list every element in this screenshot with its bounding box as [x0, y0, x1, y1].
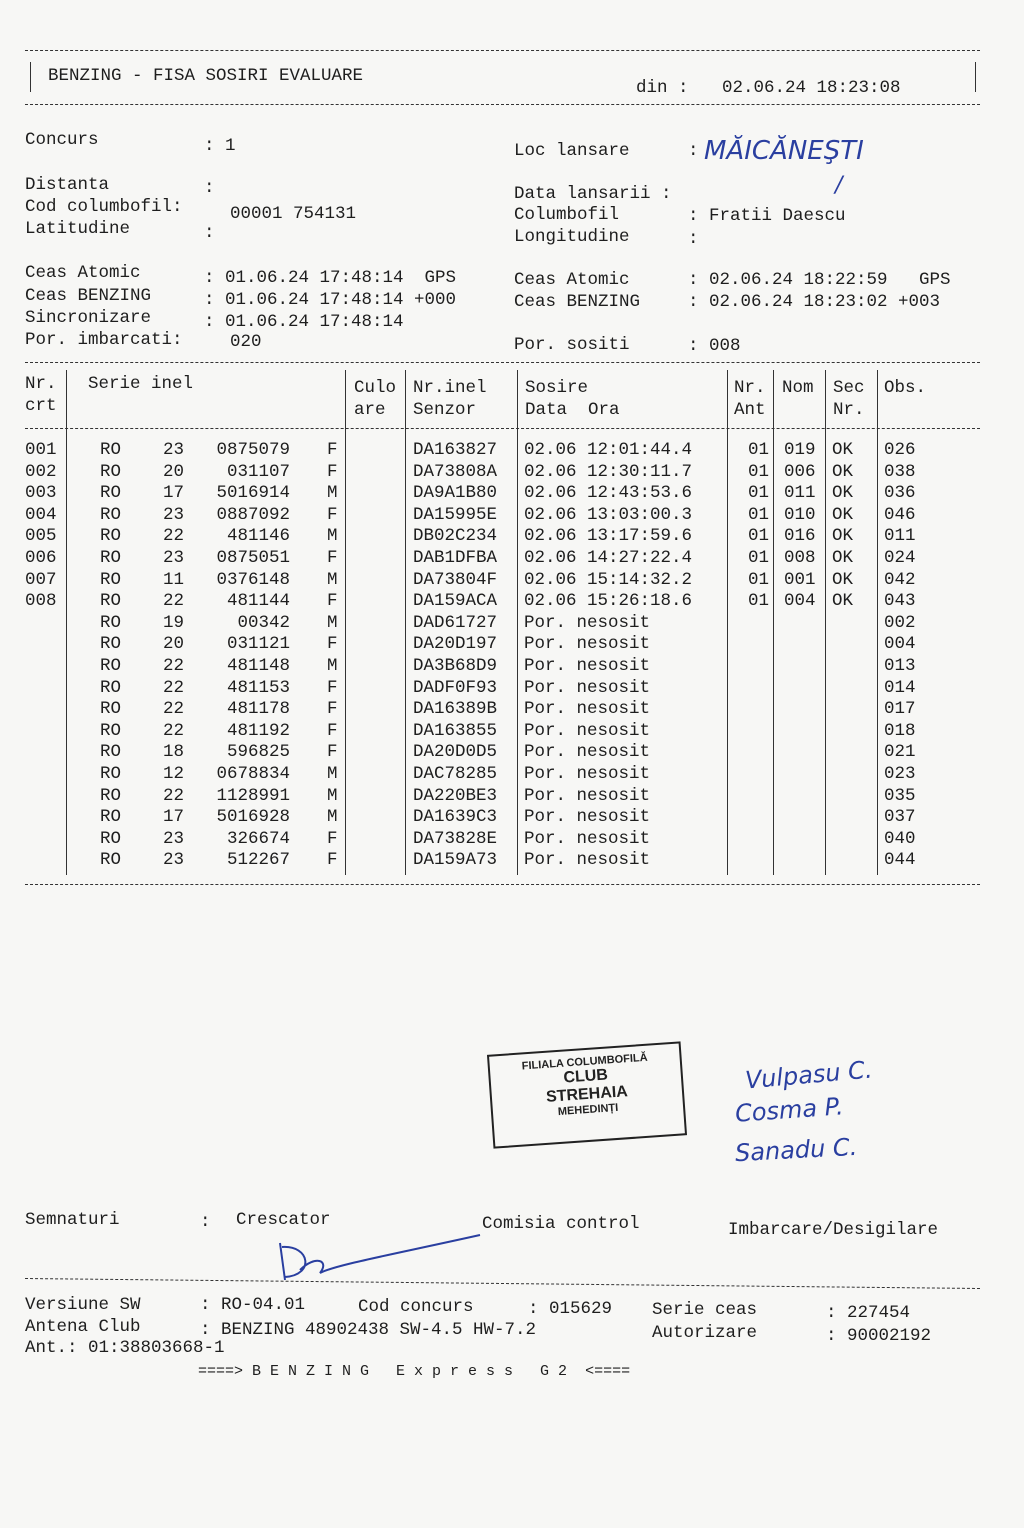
- sensor-id: DA9A1B80: [413, 483, 498, 504]
- loc-handwritten: MĂICĂNEŞTI: [704, 136, 864, 166]
- sex: F: [327, 504, 338, 525]
- arrival-time: 02.06 13:03:00.3: [524, 504, 693, 525]
- obs-value: 014: [884, 677, 916, 698]
- obs-value: 011: [884, 526, 916, 547]
- antenna: 01: [748, 483, 770, 504]
- obs-value: 013: [884, 656, 916, 676]
- sex: F: [327, 720, 338, 741]
- sex: M: [327, 483, 338, 504]
- security-status: OK: [832, 440, 854, 460]
- sensor-id: DA73828E: [413, 828, 498, 849]
- obs-value: 042: [884, 569, 916, 590]
- nom-number: 001: [784, 569, 816, 590]
- loc-label: Loc lansare: [514, 141, 630, 161]
- nom-number: 010: [784, 504, 816, 525]
- cod-concurs-label: Cod concurs: [358, 1297, 474, 1317]
- nom-number: 019: [784, 440, 816, 460]
- imbarcati-value: 020: [230, 332, 262, 352]
- ceas-benzing2-value: : 02.06.24 18:23:02 +003: [688, 292, 941, 312]
- ring-number: 0376148: [216, 569, 290, 590]
- ring-number: 481178: [226, 699, 290, 720]
- row-number: 006: [25, 548, 57, 568]
- obs-value: 037: [884, 807, 916, 828]
- nom-number: 004: [784, 591, 816, 612]
- sex: F: [327, 828, 338, 849]
- country-code: RO: [100, 807, 122, 828]
- obs-value: 044: [884, 850, 916, 871]
- antenna: 01: [748, 591, 770, 612]
- country-code: RO: [100, 656, 122, 676]
- ring-year: 22: [163, 677, 185, 698]
- sex: F: [327, 591, 338, 612]
- th-culoare2: are: [354, 400, 386, 420]
- arrival-time: Por. nesosit: [524, 828, 651, 849]
- country-code: RO: [100, 591, 122, 612]
- ring-year: 22: [163, 591, 185, 612]
- ceas-benzing2-label: Ceas BENZING: [514, 292, 641, 312]
- column-divider: [727, 370, 728, 875]
- th-obs: Obs.: [884, 378, 927, 398]
- sensor-id: DADF0F93: [413, 677, 498, 698]
- sex: F: [327, 440, 338, 460]
- signatures-sep: :: [200, 1212, 211, 1232]
- arrival-time: Por. nesosit: [524, 807, 651, 828]
- arrival-time: 02.06 13:17:59.6: [524, 526, 693, 547]
- antena-id: Ant.: 01:38803668-1: [25, 1338, 225, 1358]
- column-divider: [825, 370, 826, 875]
- longitudine-value: :: [688, 229, 699, 249]
- country-code: RO: [100, 483, 122, 504]
- divider: [30, 62, 31, 92]
- row-number: 001: [25, 440, 57, 460]
- row-number: 002: [25, 461, 57, 482]
- loc-sep: :: [688, 141, 699, 161]
- ring-number: 0875051: [216, 548, 290, 568]
- divider: [25, 884, 980, 885]
- column-divider: [517, 370, 518, 875]
- cod-columbofil-value: 00001 754131: [230, 204, 357, 224]
- serie-ceas-value: : 227454: [826, 1303, 911, 1323]
- ring-number: 481144: [226, 591, 290, 612]
- ring-number: 031107: [226, 461, 290, 482]
- arrival-time: Por. nesosit: [524, 612, 651, 633]
- sincronizare-value: : 01.06.24 17:48:14: [204, 312, 404, 332]
- antenna: 01: [748, 461, 770, 482]
- ring-number: 481153: [226, 677, 290, 698]
- sensor-id: DA20D0D5: [413, 742, 498, 763]
- arrival-time: Por. nesosit: [524, 677, 651, 698]
- sensor-id: DA16389B: [413, 699, 498, 720]
- ring-number: 481146: [226, 526, 290, 547]
- crescator-label: Crescator: [236, 1210, 331, 1230]
- th-culoare: Culo: [354, 378, 397, 398]
- arrival-time: Por. nesosit: [524, 634, 651, 655]
- ring-year: 22: [163, 656, 185, 676]
- sex: F: [327, 850, 338, 871]
- versiune-label: Versiune SW: [25, 1295, 141, 1315]
- th-nr: Nr.: [25, 374, 57, 394]
- country-code: RO: [100, 504, 122, 525]
- th-sec: Sec: [833, 378, 865, 398]
- country-code: RO: [100, 440, 122, 460]
- nom-number: 006: [784, 461, 816, 482]
- ring-number: 481148: [226, 656, 290, 676]
- stamp-line2: CLUB: [562, 1066, 609, 1087]
- signatures-label: Semnaturi: [25, 1210, 120, 1230]
- comisia-label: Comisia control: [482, 1214, 640, 1234]
- ring-year: 23: [163, 440, 185, 460]
- security-status: OK: [832, 591, 854, 612]
- serie-ceas-label: Serie ceas: [652, 1300, 758, 1320]
- distanta-label: Distanta: [25, 175, 110, 195]
- divider: [25, 104, 980, 105]
- crescator-signature: [240, 1225, 490, 1295]
- obs-value: 024: [884, 548, 916, 568]
- security-status: OK: [832, 483, 854, 504]
- row-number: 008: [25, 591, 57, 612]
- sensor-id: DA1639C3: [413, 807, 498, 828]
- th-serie-inel: Serie inel: [88, 374, 194, 394]
- antenna: 01: [748, 548, 770, 568]
- sex: F: [327, 699, 338, 720]
- th-nr-inel: Nr.inel: [413, 378, 487, 398]
- sex: F: [327, 634, 338, 655]
- commission-signature-3: Sanadu C.: [734, 1132, 858, 1168]
- column-divider: [405, 370, 406, 875]
- divider: [975, 62, 976, 92]
- sensor-id: DAD61727: [413, 612, 498, 633]
- country-code: RO: [100, 634, 122, 655]
- country-code: RO: [100, 569, 122, 590]
- th-nr-ant: Nr.: [734, 378, 766, 398]
- country-code: RO: [100, 828, 122, 849]
- ring-year: 17: [163, 483, 185, 504]
- ring-year: 17: [163, 807, 185, 828]
- sensor-id: DA163827: [413, 440, 498, 460]
- ring-number: 5016928: [216, 807, 290, 828]
- arrival-time: Por. nesosit: [524, 785, 651, 806]
- obs-value: 040: [884, 828, 916, 849]
- arrival-time: 02.06 15:26:18.6: [524, 591, 693, 612]
- sex: M: [327, 526, 338, 547]
- th-sec-nr: Nr.: [833, 400, 865, 420]
- country-code: RO: [100, 742, 122, 763]
- ring-year: 18: [163, 742, 185, 763]
- antena-value: : BENZING 48902438 SW-4.5 HW-7.2: [200, 1320, 537, 1340]
- ring-number: 326674: [226, 828, 290, 849]
- arrival-time: Por. nesosit: [524, 656, 651, 676]
- obs-value: 035: [884, 785, 916, 806]
- sensor-id: DA159ACA: [413, 591, 498, 612]
- autorizare-value: : 90002192: [826, 1326, 932, 1346]
- stamp-line3: STREHAIA: [545, 1083, 629, 1106]
- sensor-id: DA163855: [413, 720, 498, 741]
- antenna: 01: [748, 504, 770, 525]
- arrival-time: 02.06 15:14:32.2: [524, 569, 693, 590]
- commission-signature-2: Cosma P.: [734, 1092, 845, 1128]
- nom-number: 011: [784, 483, 816, 504]
- commission-signature-1: Vulpasu C.: [744, 1055, 874, 1095]
- country-code: RO: [100, 548, 122, 568]
- sensor-id: DA73808A: [413, 461, 498, 482]
- ring-year: 22: [163, 785, 185, 806]
- th-data-ora: Data Ora: [525, 400, 620, 420]
- obs-value: 002: [884, 612, 916, 633]
- report-title: BENZING - FISA SOSIRI EVALUARE: [48, 66, 364, 86]
- versiune-value: : RO-04.01: [200, 1295, 306, 1315]
- obs-value: 023: [884, 764, 916, 784]
- obs-value: 046: [884, 504, 916, 525]
- obs-value: 021: [884, 742, 916, 763]
- ring-year: 23: [163, 828, 185, 849]
- ring-year: 22: [163, 720, 185, 741]
- data-lansarii-handwritten: /: [835, 173, 843, 198]
- ring-number: 00342: [237, 612, 290, 633]
- sositi-value: : 008: [688, 336, 741, 356]
- sensor-id: DA159A73: [413, 850, 498, 871]
- sex: M: [327, 569, 338, 590]
- column-divider: [66, 370, 67, 875]
- th-sosire: Sosire: [525, 378, 589, 398]
- arrival-time: Por. nesosit: [524, 764, 651, 784]
- stamp-line1: FILIALA COLUMBOFILĂ: [521, 1051, 648, 1073]
- ceas-atomic2-value: : 02.06.24 18:22:59 GPS: [688, 270, 951, 290]
- country-code: RO: [100, 526, 122, 547]
- th-senzor: Senzor: [413, 400, 477, 420]
- obs-value: 036: [884, 483, 916, 504]
- club-stamp: [487, 1041, 687, 1148]
- latitudine-label: Latitudine: [25, 219, 131, 239]
- arrival-time: Por. nesosit: [524, 720, 651, 741]
- divider: [25, 428, 980, 429]
- ring-year: 20: [163, 461, 185, 482]
- row-number: 005: [25, 526, 57, 547]
- country-code: RO: [100, 720, 122, 741]
- ring-year: 22: [163, 699, 185, 720]
- sensor-id: DA3B68D9: [413, 656, 498, 676]
- country-code: RO: [100, 612, 122, 633]
- arrival-time: 02.06 14:27:22.4: [524, 548, 693, 568]
- antena-label: Antena Club: [25, 1317, 141, 1337]
- column-divider: [877, 370, 878, 875]
- autorizare-label: Autorizare: [652, 1323, 758, 1343]
- ring-year: 23: [163, 504, 185, 525]
- longitudine-label: Longitudine: [514, 227, 630, 247]
- th-crt: crt: [25, 396, 57, 416]
- latitudine-value: :: [204, 223, 215, 243]
- sex: M: [327, 764, 338, 784]
- sensor-id: DAC78285: [413, 764, 498, 784]
- ring-year: 12: [163, 764, 185, 784]
- sensor-id: DA15995E: [413, 504, 498, 525]
- sensor-id: DA73804F: [413, 569, 498, 590]
- ring-year: 23: [163, 548, 185, 568]
- ring-year: 19: [163, 612, 185, 633]
- country-code: RO: [100, 785, 122, 806]
- th-ant: Ant: [734, 400, 766, 420]
- security-status: OK: [832, 569, 854, 590]
- ring-number: 5016914: [216, 483, 290, 504]
- obs-value: 017: [884, 699, 916, 720]
- country-code: RO: [100, 699, 122, 720]
- antenna: 01: [748, 569, 770, 590]
- sex: F: [327, 461, 338, 482]
- row-number: 003: [25, 483, 57, 504]
- ceas-benzing-label: Ceas BENZING: [25, 286, 152, 306]
- sensor-id: DA220BE3: [413, 785, 498, 806]
- security-status: OK: [832, 461, 854, 482]
- sex: M: [327, 612, 338, 633]
- imbarcati-label: Por. imbarcati:: [25, 330, 183, 350]
- ring-year: 23: [163, 850, 185, 871]
- row-number: 007: [25, 569, 57, 590]
- sex: F: [327, 548, 338, 568]
- sensor-id: DB02C234: [413, 526, 498, 547]
- stamp-line4: MEHEDINȚI: [557, 1101, 619, 1119]
- sensor-id: DAB1DFBA: [413, 548, 498, 568]
- obs-value: 018: [884, 720, 916, 741]
- concurs-value: : 1: [204, 136, 236, 156]
- imbarcare-label: Imbarcare/Desigilare: [728, 1220, 939, 1240]
- cod-columbofil-label: Cod columbofil:: [25, 197, 183, 217]
- antenna: 01: [748, 526, 770, 547]
- data-lansarii-label: Data lansarii :: [514, 184, 672, 204]
- ring-number: 0887092: [216, 504, 290, 525]
- ring-number: 0875079: [216, 440, 290, 460]
- arrival-time: Por. nesosit: [524, 850, 651, 871]
- country-code: RO: [100, 850, 122, 871]
- ring-year: 20: [163, 634, 185, 655]
- obs-value: 043: [884, 591, 916, 612]
- sensor-id: DA20D197: [413, 634, 498, 655]
- ring-year: 22: [163, 526, 185, 547]
- country-code: RO: [100, 764, 122, 784]
- arrival-time: 02.06 12:30:11.7: [524, 461, 693, 482]
- columbofil-value: : Fratii Daescu: [688, 206, 846, 226]
- divider: [25, 362, 980, 363]
- sex: M: [327, 785, 338, 806]
- security-status: OK: [832, 526, 854, 547]
- ring-number: 512267: [226, 850, 290, 871]
- country-code: RO: [100, 461, 122, 482]
- ceas-atomic2-label: Ceas Atomic: [514, 270, 630, 290]
- ring-number: 0678834: [216, 764, 290, 784]
- ring-year: 11: [163, 569, 185, 590]
- nom-number: 008: [784, 548, 816, 568]
- ceas-atomic-value: : 01.06.24 17:48:14 GPS: [204, 268, 457, 288]
- footer-banner: ====> B E N Z I N G E x p r e s s G 2 <====: [198, 1363, 631, 1380]
- sincronizare-label: Sincronizare: [25, 308, 152, 328]
- sositi-label: Por. sositi: [514, 335, 630, 355]
- ceas-atomic-label: Ceas Atomic: [25, 263, 141, 283]
- sex: M: [327, 656, 338, 676]
- obs-value: 004: [884, 634, 916, 655]
- security-status: OK: [832, 504, 854, 525]
- ring-number: 596825: [226, 742, 290, 763]
- security-status: OK: [832, 548, 854, 568]
- obs-value: 038: [884, 461, 916, 482]
- ring-number: 481192: [226, 720, 290, 741]
- divider: [25, 50, 980, 51]
- antenna: 01: [748, 440, 770, 460]
- th-nom: Nom: [782, 378, 814, 398]
- divider: [25, 1278, 980, 1289]
- obs-value: 026: [884, 440, 916, 460]
- sex: F: [327, 742, 338, 763]
- date-label: din :: [636, 78, 689, 98]
- arrival-time: Por. nesosit: [524, 699, 651, 720]
- row-number: 004: [25, 504, 57, 525]
- country-code: RO: [100, 677, 122, 698]
- column-divider: [345, 370, 346, 875]
- column-divider: [773, 370, 774, 875]
- cod-concurs-value: : 015629: [528, 1299, 613, 1319]
- arrival-time: 02.06 12:01:44.4: [524, 440, 693, 460]
- arrival-time: Por. nesosit: [524, 742, 651, 763]
- columbofil-label: Columbofil: [514, 205, 620, 225]
- sex: F: [327, 677, 338, 698]
- ceas-benzing-value: : 01.06.24 17:48:14 +000: [204, 290, 457, 310]
- ring-number: 1128991: [216, 785, 290, 806]
- distanta-value: :: [204, 178, 215, 198]
- arrival-time: 02.06 12:43:53.6: [524, 483, 693, 504]
- ring-number: 031121: [226, 634, 290, 655]
- sex: M: [327, 807, 338, 828]
- concurs-label: Concurs: [25, 130, 99, 150]
- nom-number: 016: [784, 526, 816, 547]
- report-date: 02.06.24 18:23:08: [722, 78, 901, 98]
